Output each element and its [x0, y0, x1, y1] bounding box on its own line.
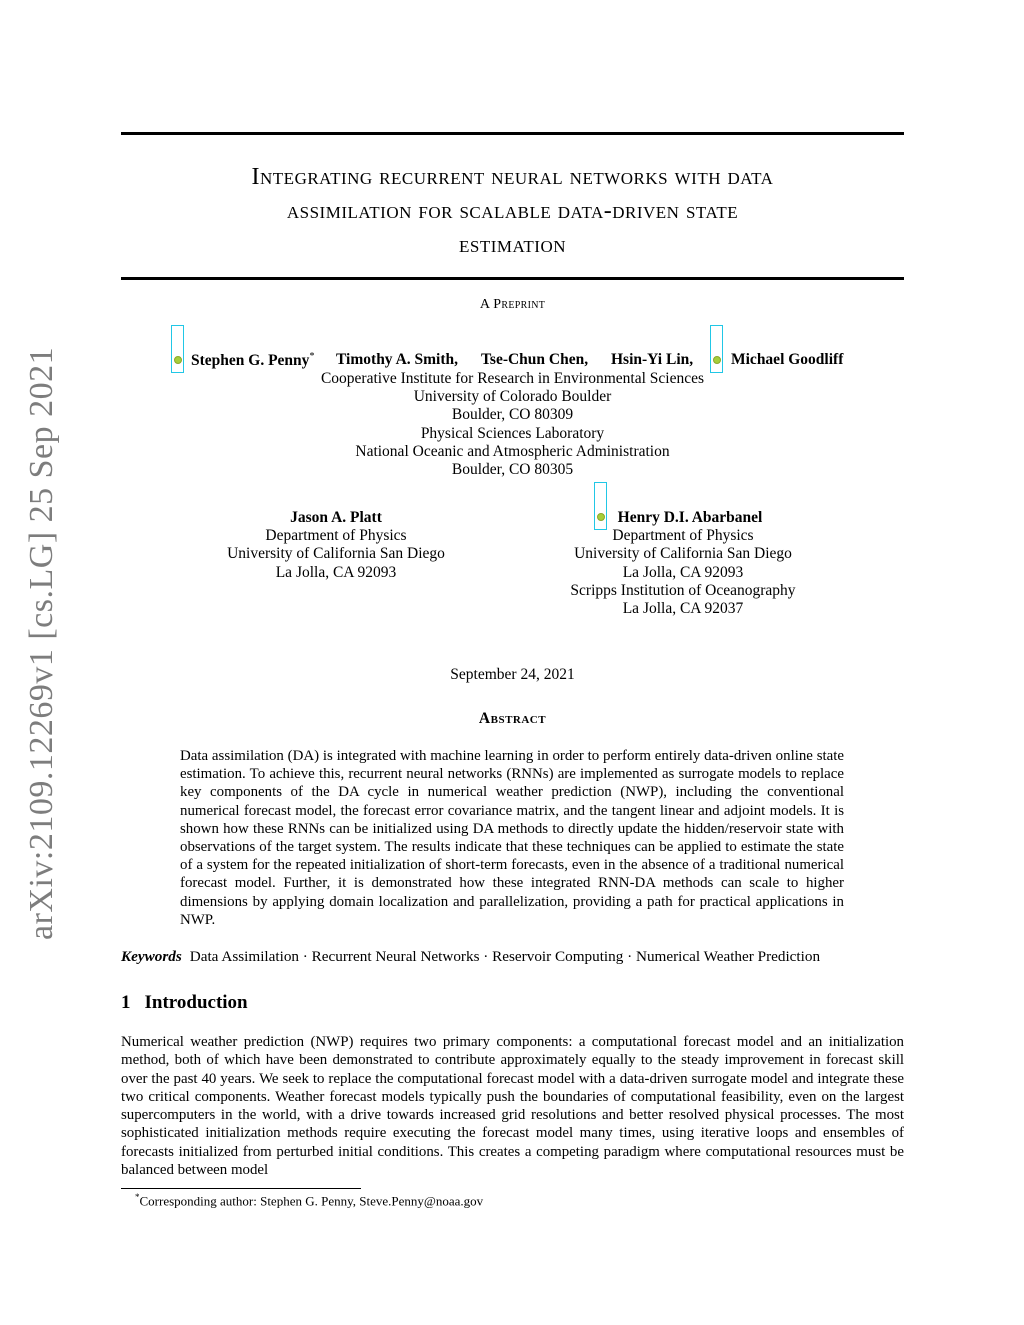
section-heading	[121, 992, 248, 1014]
footnote	[135, 1192, 483, 1209]
affiliation-line: National Oceanic and Atmospheric Administration	[355, 442, 670, 460]
affiliation-line: Department of Physics	[265, 527, 407, 545]
title-line-2: assimilation for scalable data-driven state	[286, 198, 739, 224]
author-name: Jason A. Platt	[290, 509, 382, 526]
author-name: Timothy A. Smith,	[336, 351, 459, 368]
keywords-text: Data Assimilation · Recurrent Neural Networks · Reservoir Computing · Numerical Weather Prediction	[189, 948, 821, 965]
affiliation-line: University of California San Diego	[227, 545, 445, 563]
keywords-label: Keywords	[121, 948, 182, 965]
abstract-text: Data assimilation (DA) is integrated with machine learning in order to perform entirely data-driven online state estimation. To achieve this, recurrent neural networks (RNNs) are implemented as surrogate models to replace key components of the DA cycle in numerical weather prediction (NWP), including the conventional numerical forecast model, the forecast error covariance matrix, and the tangent linear and adjoint models. It is shown how these RNNs can be initialized using DA methods to directly update the hidden/reservoir state with observations of the target system. The results indicate that these techniques can be applied to estimate the state of a system for the repeated initialization of short-term forecasts, even in the absence of a traditional numerical forecast model. Further, it is demonstrated how these integrated RNN-DA methods can scale to higher dimensions by applying domain localization and parallelization, providing a path for practical applications in NWP.	[180, 748, 844, 928]
affiliation-line: Department of Physics	[612, 527, 754, 545]
author-block-abarbanel	[553, 509, 813, 618]
title-top-rule	[121, 132, 904, 135]
author-name: Hsin-Yi Lin,	[611, 351, 694, 368]
author-block-platt	[206, 509, 466, 582]
author-name: Michael Goodliff	[731, 351, 844, 368]
title-bottom-rule	[121, 277, 904, 280]
footnote-text: Corresponding author: Stephen G. Penny, Steve.Penny@noaa.gov	[139, 1193, 484, 1209]
introduction-text: Numerical weather prediction (NWP) requires two primary components: a computational forecast model and an initialization method, both of which have been demonstrated to contribute approximately equally to the steady improvement in forecast skill over the past 40 years. We seek to replace the computational forecast model with a data-driven surrogate model and integrate these two critical components. Weather forecast models typically push the boundaries of computational feasibility, even on the largest supercomputers in the world, with a drive towards increased grid resolutions and better resolved physical processes. The most sophisticated initialization methods require executing the forecast model many times, using iterative loops and ensembles of forecasts initialized from perturbed initial conditions. This creates a competing paradigm where computational resources must be balanced between model	[121, 1034, 904, 1179]
author-name: Stephen G. Penny*	[191, 351, 315, 370]
section-title: Introduction	[144, 992, 248, 1013]
orcid-icon	[713, 356, 721, 364]
orcid-icon	[174, 356, 182, 364]
affiliation-line: La Jolla, CA 92037	[622, 600, 744, 618]
affiliation-line: Boulder, CO 80305	[451, 461, 574, 479]
abstract-heading: Abstract	[478, 710, 547, 727]
title-line-3: estimation	[459, 232, 566, 258]
keywords-line	[121, 948, 904, 966]
preprint-label: A Preprint	[479, 297, 546, 312]
affiliation-line: Boulder, CO 80309	[451, 406, 574, 424]
footnote-marker[interactable]: *	[309, 351, 315, 362]
author-name: Henry D.I. Abarbanel	[617, 509, 763, 526]
affiliation-line: Physical Sciences Laboratory	[420, 424, 605, 442]
paper-title	[121, 160, 904, 262]
affiliation-line: Cooperative Institute for Research in Environmental Sciences	[320, 370, 705, 387]
author-name: Tse-Chun Chen,	[481, 351, 589, 368]
affiliation-line: Scripps Institution of Oceanography	[570, 581, 796, 599]
affiliation-line: La Jolla, CA 92093	[622, 563, 744, 581]
arxiv-identifier: arXiv:2109.12269v1 [cs.LG] 25 Sep 2021	[23, 346, 60, 940]
footnote-mark: *	[135, 1192, 140, 1202]
publication-date: September 24, 2021	[450, 666, 575, 683]
section-number: 1	[121, 992, 131, 1013]
title-line-1: Integrating recurrent neural networks with data	[251, 164, 774, 190]
footnote-rule	[121, 1188, 361, 1189]
affiliation-line: La Jolla, CA 92093	[275, 563, 397, 581]
affiliation-line: University of California San Diego	[574, 545, 792, 563]
orcid-link-penny[interactable]	[171, 325, 184, 373]
orcid-link-goodliff[interactable]	[710, 325, 723, 373]
shared-affiliation	[121, 370, 904, 479]
affiliation-line: University of Colorado Boulder	[413, 388, 612, 406]
